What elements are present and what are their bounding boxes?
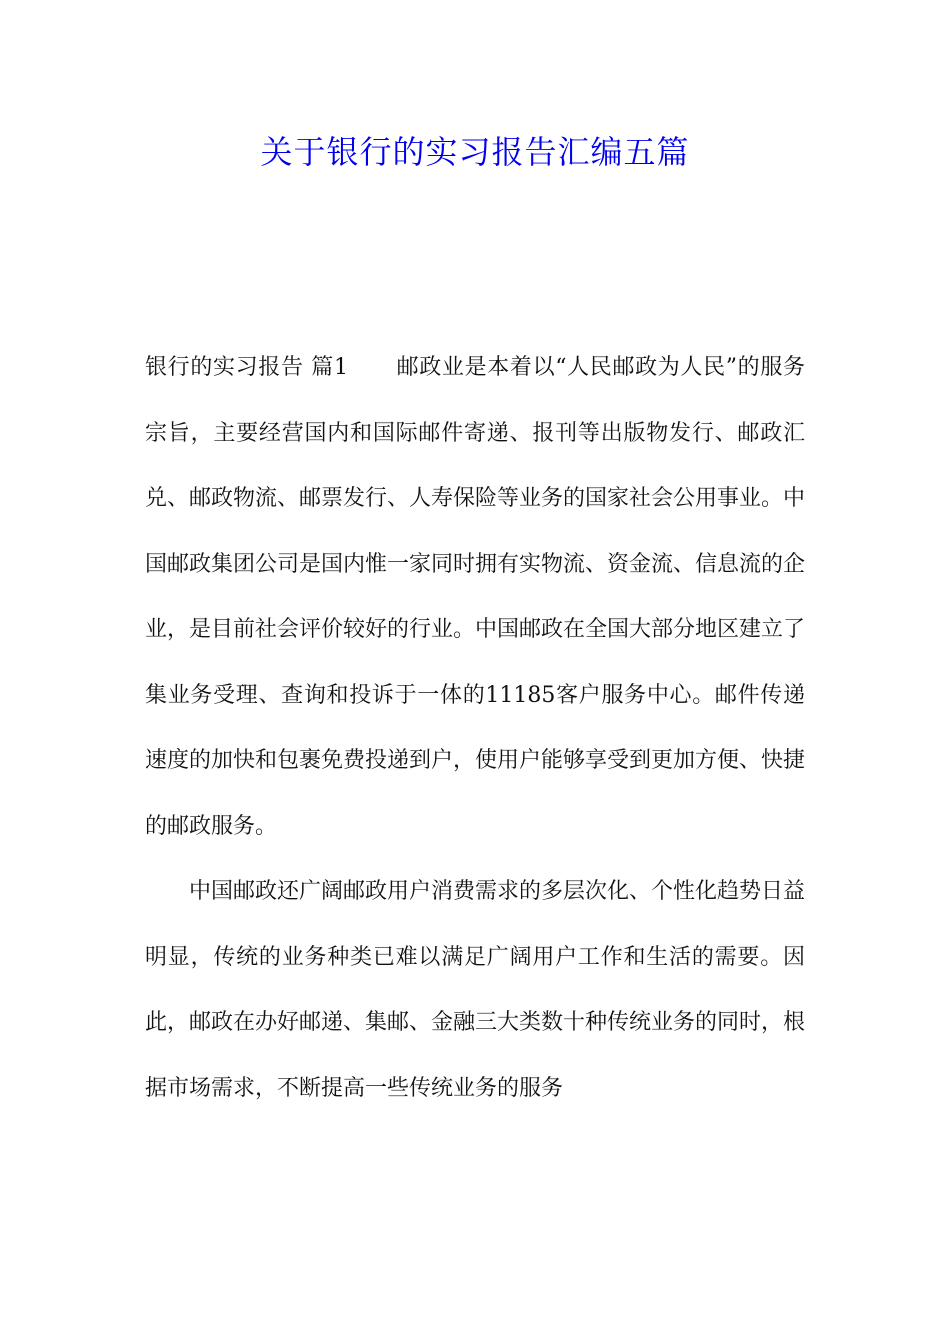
paragraph-1 xyxy=(145,335,805,859)
paragraph-1-text: 邮政业是本着以“人民邮政为人民”的服务宗旨，主要经营国内和国际邮件寄递、报刊等出版物发行、邮政汇兑、邮政物流、邮票发行、人寿保险等业务的国家社会公用事业。中国邮政集团公司是国内惟一家同时拥有实物流、资金流、信息流的企业，是目前社会评价较好的行业。中国邮政在全国大部分地区建立了集业务受理、查询和投诉于一体的11185客户服务中心。邮件传递速度的加快和包裹免费投递到户，使用户能够享受到更加方便、快捷的邮政服务。 xyxy=(145,355,806,839)
section-heading: 银行的实习报告 篇1 xyxy=(145,355,348,380)
document-title: 关于银行的实习报告汇编五篇 xyxy=(260,133,690,171)
document-body xyxy=(145,335,805,1121)
paragraph-2: 中国邮政还广阔邮政用户消费需求的多层次化、个性化趋势日益明显，传统的业务种类已难以满足广阔用户工作和生活的需要。因此，邮政在办好邮递、集邮、金融三大类数十种传统业务的同时，根据市场需求，不断提高一些传统业务的服务 xyxy=(145,879,806,1101)
